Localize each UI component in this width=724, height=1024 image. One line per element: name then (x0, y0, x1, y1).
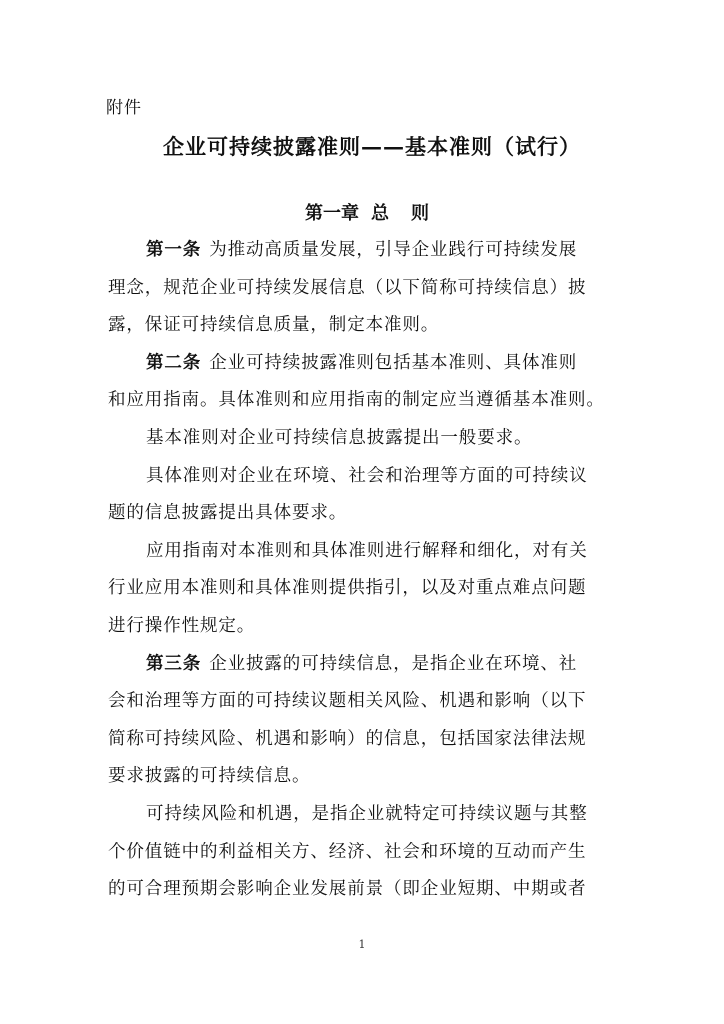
text-line (108, 758, 620, 796)
line-text: 应用指南对本准则和具体准则进行解释和细化，对有关 (146, 540, 588, 561)
text-line (108, 382, 620, 420)
line-text: 简称可持续风险、机遇和影响）的信息，包括国家法律法规 (108, 728, 587, 749)
text-line (108, 608, 620, 646)
line-text: 企业可持续披露准则包括基本准则、具体准则 (209, 352, 578, 373)
line-text: 和应用指南。具体准则和应用指南的制定应当遵循基本准则。 (108, 390, 605, 411)
text-line (108, 345, 620, 383)
text-line (108, 871, 620, 909)
attachment-label: 附件 (106, 98, 142, 118)
line-text: 题的信息披露提出具体要求。 (108, 503, 348, 524)
text-line (108, 834, 620, 872)
chapter-heading (0, 199, 724, 225)
chapter-name-part1: 总 (371, 203, 389, 224)
line-text: 企业披露的可持续信息，是指企业在环境、社 (209, 653, 578, 674)
text-line (108, 232, 620, 270)
document-title: 企业可持续披露准则——基本准则（试行） (163, 134, 581, 159)
chapter-number: 第一章 (305, 203, 359, 224)
line-text: 具体准则对企业在环境、社会和治理等方面的可持续议 (146, 465, 588, 486)
text-line (108, 533, 620, 571)
line-text: 进行操作性规定。 (108, 615, 256, 636)
line-text: 要求披露的可持续信息。 (108, 766, 311, 787)
line-text: 可持续风险和机遇，是指企业就特定可持续议题与其整 (146, 803, 588, 824)
line-text: 基本准则对企业可持续信息披露提出一般要求。 (146, 427, 533, 448)
page-number: 1 (358, 938, 366, 951)
article-number: 第一条 (146, 240, 202, 260)
text-line (108, 458, 620, 496)
text-line (108, 721, 620, 759)
text-line (108, 646, 620, 684)
text-line (108, 570, 620, 608)
chapter-name-part2: 则 (411, 203, 429, 224)
line-text: 行业应用本准则和具体准则提供指引，以及对重点难点问题 (108, 578, 587, 599)
text-line (108, 270, 620, 308)
article-number: 第三条 (146, 653, 202, 674)
line-text: 的可合理预期会影响企业发展前景（即企业短期、中期或者 (108, 879, 587, 900)
line-text: 为推动高质量发展，引导企业践行可持续发展 (209, 240, 578, 260)
text-line (108, 307, 620, 345)
text-line (108, 495, 620, 533)
line-text: 会和治理等方面的可持续议题相关风险、机遇和影响（以下 (108, 691, 587, 712)
line-text: 理念，规范企业可持续发展信息（以下简称可持续信息）披 (108, 277, 587, 298)
article-number: 第二条 (146, 352, 202, 373)
text-line (108, 420, 620, 458)
line-text: 露，保证可持续信息质量，制定本准则。 (108, 315, 440, 336)
text-line (108, 796, 620, 834)
body-text (108, 232, 620, 909)
text-line (108, 683, 620, 721)
line-text: 个价值链中的利益相关方、经济、社会和环境的互动而产生 (108, 841, 587, 862)
